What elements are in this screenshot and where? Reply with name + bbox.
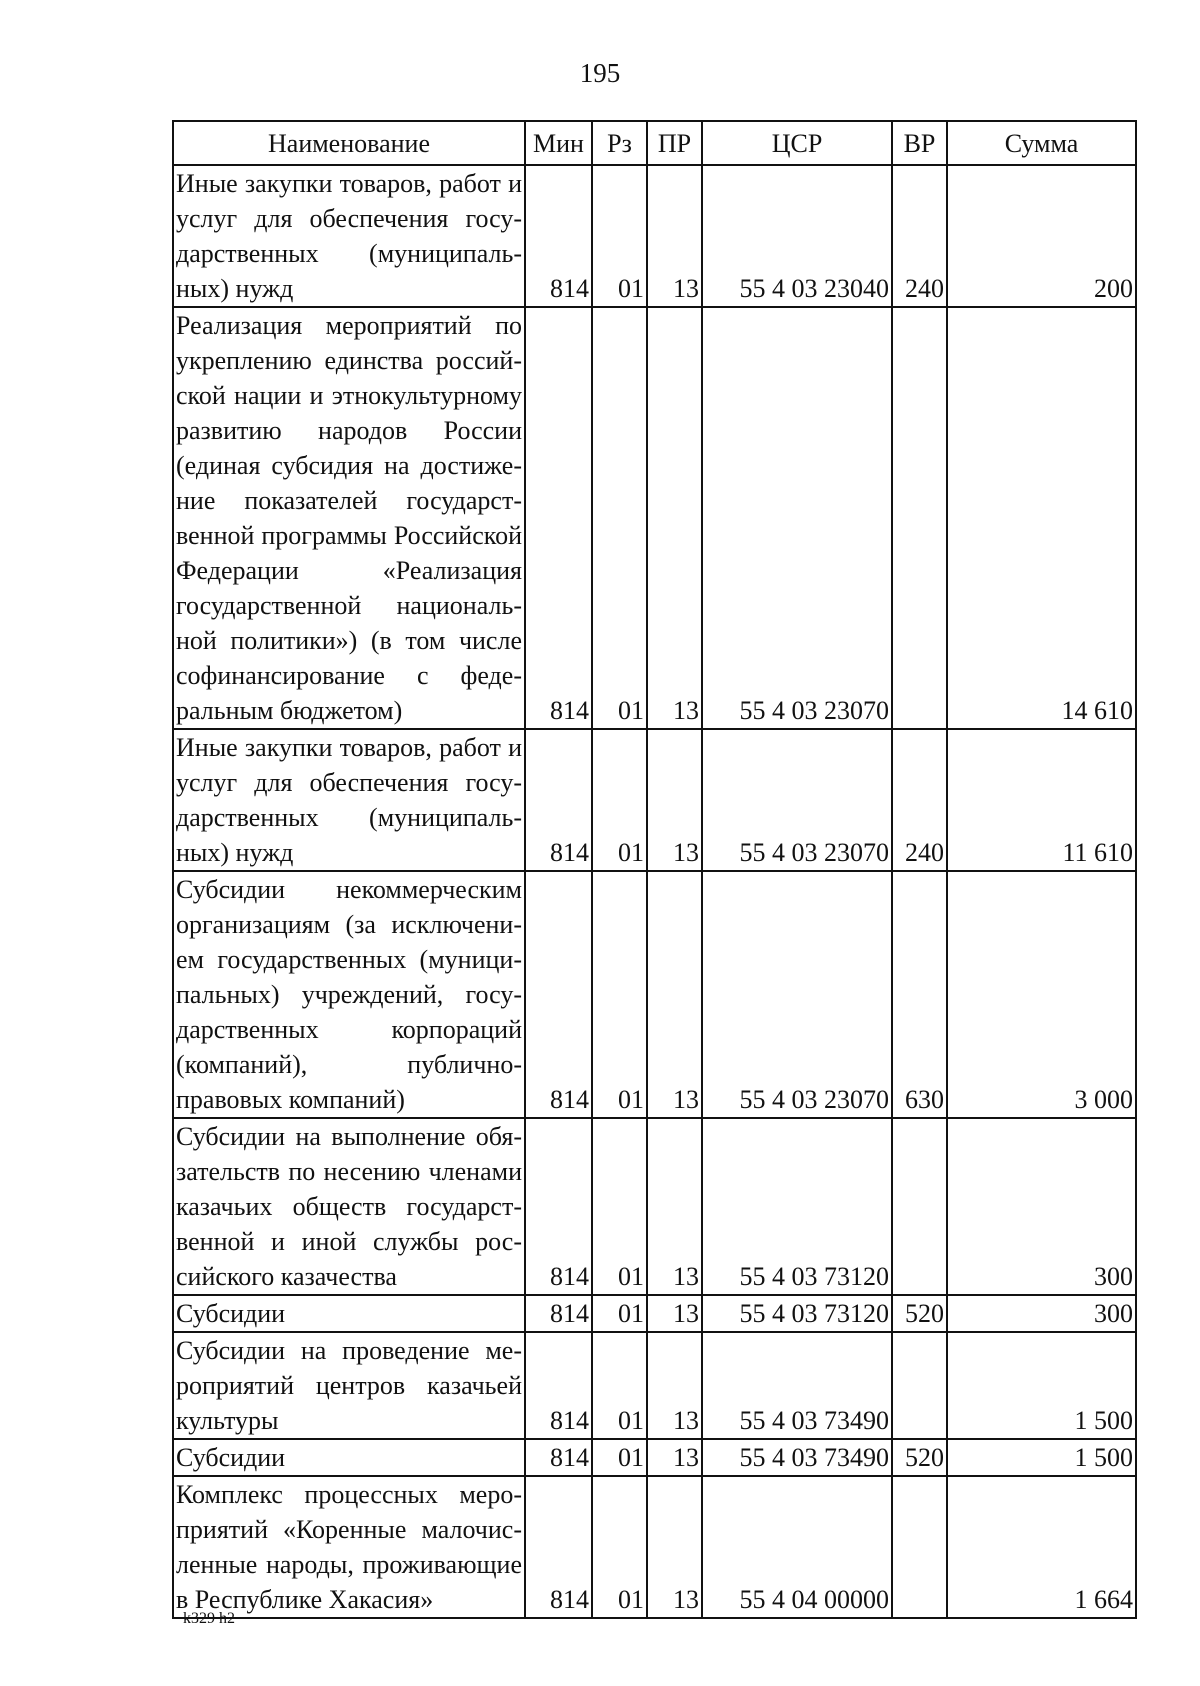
row-min: 814	[525, 165, 592, 307]
row-vr: 240	[892, 729, 947, 871]
row-pr: 13	[647, 165, 702, 307]
table-row	[173, 729, 1136, 871]
row-name: Иные закупки товаров, работ и услуг для обеспечения государственных (муниципальных) нужд	[173, 729, 525, 871]
row-min: 814	[525, 307, 592, 729]
row-vr: 240	[892, 165, 947, 307]
budget-table	[172, 120, 1137, 1619]
row-pr: 13	[647, 1476, 702, 1618]
row-vr: 520	[892, 1439, 947, 1476]
row-sum: 11 610	[947, 729, 1136, 871]
row-rz: 01	[592, 165, 647, 307]
row-rz: 01	[592, 871, 647, 1118]
row-vr: 520	[892, 1295, 947, 1332]
row-sum: 14 610	[947, 307, 1136, 729]
header-pr: ПР	[647, 121, 702, 165]
row-csr: 55 4 03 23070	[702, 871, 892, 1118]
row-csr: 55 4 04 00000	[702, 1476, 892, 1618]
row-sum: 1 500	[947, 1439, 1136, 1476]
row-min: 814	[525, 1295, 592, 1332]
row-min: 814	[525, 1118, 592, 1295]
row-sum: 3 000	[947, 871, 1136, 1118]
row-rz: 01	[592, 1439, 647, 1476]
row-csr: 55 4 03 73120	[702, 1118, 892, 1295]
table-row	[173, 871, 1136, 1118]
row-rz: 01	[592, 1332, 647, 1439]
row-name: Реализация мероприятий по укреплению единства российской нации и этнокультурному развитию народов России (единая субсидия на достижение показателей государственной программы Российской Федерации «Реализация государственной национальной политики») (в том числе софинансирование с федеральным бюджетом)	[173, 307, 525, 729]
row-pr: 13	[647, 1439, 702, 1476]
row-pr: 13	[647, 1295, 702, 1332]
table-row	[173, 1476, 1136, 1618]
row-name: Субсидии	[173, 1295, 525, 1332]
row-rz: 01	[592, 1118, 647, 1295]
row-pr: 13	[647, 729, 702, 871]
row-min: 814	[525, 1439, 592, 1476]
row-sum: 1 664	[947, 1476, 1136, 1618]
row-sum: 300	[947, 1118, 1136, 1295]
row-rz: 01	[592, 1476, 647, 1618]
row-csr: 55 4 03 73490	[702, 1439, 892, 1476]
row-rz: 01	[592, 307, 647, 729]
row-min: 814	[525, 1476, 592, 1618]
row-pr: 13	[647, 1332, 702, 1439]
row-vr	[892, 307, 947, 729]
row-sum: 200	[947, 165, 1136, 307]
table-row	[173, 1332, 1136, 1439]
row-min: 814	[525, 871, 592, 1118]
table-row	[173, 1295, 1136, 1332]
table-header-row	[173, 121, 1136, 165]
row-name: Иные закупки товаров, работ и услуг для обеспечения государственных (муниципальных) нужд	[173, 165, 525, 307]
row-vr	[892, 1332, 947, 1439]
row-min: 814	[525, 1332, 592, 1439]
footer-code: k329 h2	[183, 1610, 235, 1627]
row-name: Субсидии на выполнение обязательств по несению членами казачьих обществ государственной и иной службы российского казачества	[173, 1118, 525, 1295]
row-pr: 13	[647, 871, 702, 1118]
header-csr: ЦСР	[702, 121, 892, 165]
row-vr	[892, 1476, 947, 1618]
row-rz: 01	[592, 1295, 647, 1332]
row-sum: 300	[947, 1295, 1136, 1332]
row-sum: 1 500	[947, 1332, 1136, 1439]
row-pr: 13	[647, 1118, 702, 1295]
row-name: Субсидии	[173, 1439, 525, 1476]
header-vr: ВР	[892, 121, 947, 165]
row-name: Субсидии на проведение мероприятий центров казачьей культуры	[173, 1332, 525, 1439]
row-pr: 13	[647, 307, 702, 729]
row-min: 814	[525, 729, 592, 871]
header-min: Мин	[525, 121, 592, 165]
row-csr: 55 4 03 73490	[702, 1332, 892, 1439]
table-row	[173, 1118, 1136, 1295]
row-name: Субсидии некоммерческим организациям (за исключением государственных (муниципальных) учреждений, государственных корпораций (компаний), публично-правовых компаний)	[173, 871, 525, 1118]
table-row	[173, 1439, 1136, 1476]
row-vr	[892, 1118, 947, 1295]
row-name: Комплекс процессных мероприятий «Коренные малочисленные народы, проживающие в Республике Хакасия»	[173, 1476, 525, 1618]
row-csr: 55 4 03 23040	[702, 165, 892, 307]
table-row	[173, 307, 1136, 729]
page-number: 195	[579, 58, 621, 88]
row-vr: 630	[892, 871, 947, 1118]
row-csr: 55 4 03 73120	[702, 1295, 892, 1332]
row-csr: 55 4 03 23070	[702, 307, 892, 729]
header-sum: Сумма	[947, 121, 1136, 165]
header-rz: Рз	[592, 121, 647, 165]
row-csr: 55 4 03 23070	[702, 729, 892, 871]
header-name: Наименование	[173, 121, 525, 165]
table-row	[173, 165, 1136, 307]
row-rz: 01	[592, 729, 647, 871]
